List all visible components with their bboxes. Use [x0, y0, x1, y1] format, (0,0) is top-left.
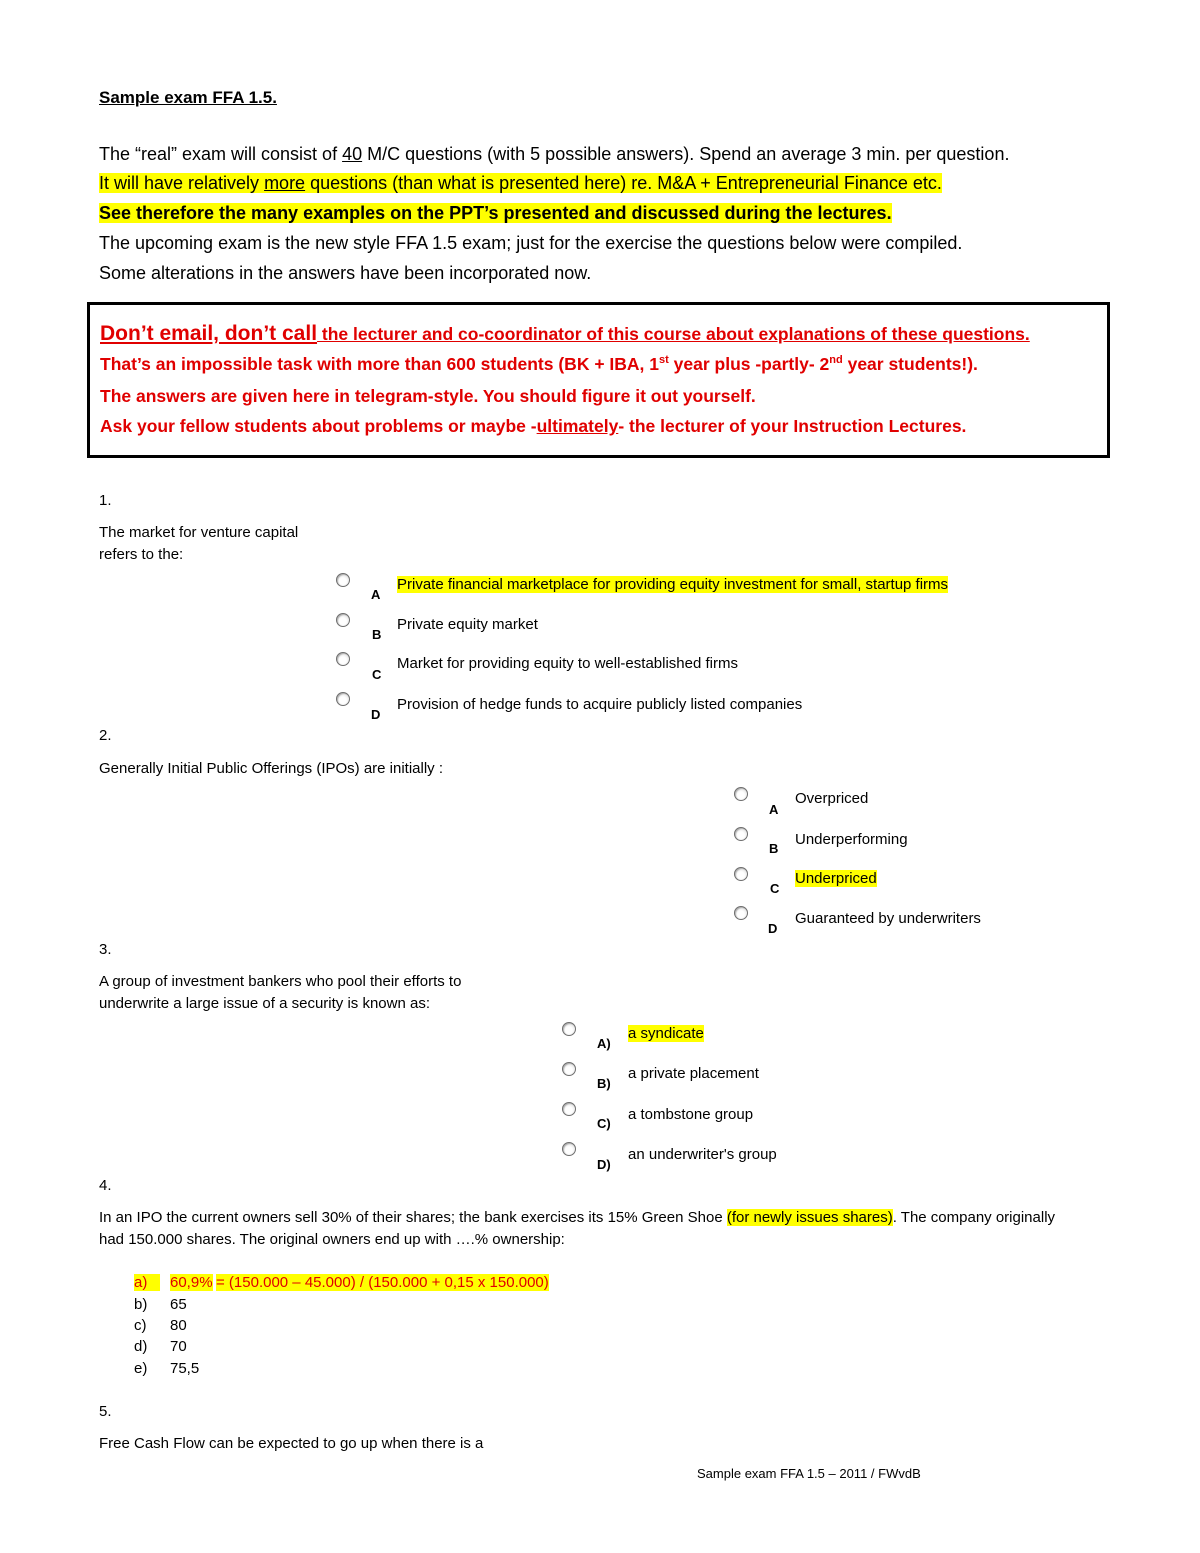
notice-line-4-a: Ask your fellow students about problems or maybe -: [100, 416, 537, 436]
notice-line-3: The answers are given here in telegram-style. You should figure it out yourself.: [100, 386, 756, 406]
q2-option-b-radio[interactable]: [734, 827, 748, 841]
q4-text-line-1-a: In an IPO the current owners sell 30% of their shares; the bank exercises its 15% Green Shoe: [99, 1209, 727, 1226]
q2-option-c-text: Underpriced: [795, 870, 877, 887]
q1-option-c-text: Market for providing equity to well-established firms: [397, 655, 738, 672]
q3-option-a-letter: A): [597, 1036, 611, 1051]
q4-option-a: [134, 1274, 160, 1291]
intro-line-2: [99, 168, 942, 198]
q5-text: Free Cash Flow can be expected to go up when there is a: [99, 1435, 484, 1452]
q3-text-line-1: A group of investment bankers who pool their efforts to: [99, 973, 462, 990]
q4-text-line-2: had 150.000 shares. The original owners end up with ….% ownership:: [99, 1231, 565, 1248]
q4-option-b-letter: b): [134, 1296, 148, 1313]
intro-line-5: Some alterations in the answers have been incorporated now.: [99, 263, 592, 283]
notice-line-2-b: year plus -partly- 2: [668, 354, 830, 374]
notice-sup-nd: nd: [829, 354, 843, 367]
q2-option-a-text: Overpriced: [795, 790, 869, 807]
q4-text-line-1-b: . The company originally: [892, 1209, 1056, 1226]
q1-number: 1.: [99, 492, 112, 509]
q1-option-d-letter: D: [371, 707, 381, 722]
q3-number: 3.: [99, 941, 112, 958]
q1-option-b-letter: B: [372, 627, 382, 642]
q1-option-a-letter: A: [371, 587, 381, 602]
q3-option-d-text: an underwriter's group: [628, 1146, 777, 1163]
q1-option-a-radio[interactable]: [336, 573, 350, 587]
q4-option-d-letter: d): [134, 1338, 148, 1355]
q4-option-c-letter: c): [134, 1317, 147, 1334]
q2-option-c-letter: C: [770, 881, 780, 896]
q1-option-a-text: Private financial marketplace for providing equity investment for small, startup firms: [397, 576, 949, 593]
q3-option-b-radio[interactable]: [562, 1062, 576, 1076]
q2-option-a-radio[interactable]: [734, 787, 748, 801]
q1-option-d-text: Provision of hedge funds to acquire publicly listed companies: [397, 696, 803, 713]
q3-option-d-letter: D): [597, 1157, 611, 1172]
question-count: 40: [342, 144, 363, 164]
intro-line-1: [99, 139, 1009, 169]
notice-box: [87, 302, 1110, 458]
q4-option-c-value: 80: [170, 1317, 187, 1334]
q3-option-a-radio[interactable]: [562, 1022, 576, 1036]
q3-option-d-radio[interactable]: [562, 1142, 576, 1156]
q1-text-line-2: refers to the:: [99, 546, 184, 563]
q2-option-b-letter: B: [769, 841, 779, 856]
page-title: Sample exam FFA 1.5.: [99, 88, 277, 107]
intro-line-2-b: questions (than what is presented here) re. M&A + Entrepreneurial Finance etc.: [305, 173, 942, 193]
q4-option-a-note: = (150.000 – 45.000) / (150.000 + 0,15 x 150.000): [216, 1274, 549, 1291]
q1-option-d-radio[interactable]: [336, 692, 350, 706]
q4-text-line-1: [99, 1209, 1055, 1226]
notice-line-4-b: - the lecturer of your Instruction Lectures.: [618, 416, 967, 436]
q2-text: Generally Initial Public Offerings (IPOs) are initially :: [99, 760, 444, 777]
notice-line-2: [100, 354, 978, 375]
intro-line-1-a: The “real” exam will consist of: [99, 144, 343, 164]
q3-option-c-letter: C): [597, 1116, 611, 1131]
q1-option-c-radio[interactable]: [336, 652, 350, 666]
notice-ultimately: ultimately: [536, 416, 619, 436]
q3-option-c-radio[interactable]: [562, 1102, 576, 1116]
intro-line-2-a: It will have relatively: [99, 173, 265, 193]
q3-option-a-text: a syndicate: [628, 1025, 704, 1042]
q2-option-d-radio[interactable]: [734, 906, 748, 920]
intro-more: more: [264, 173, 306, 193]
intro-line-3-text: See therefore the many examples on the PPT’s presented and discussed during the lectures.: [99, 203, 892, 223]
q2-number: 2.: [99, 727, 112, 744]
q4-option-b-value: 65: [170, 1296, 187, 1313]
q2-option-d-text: Guaranteed by underwriters: [795, 910, 981, 927]
intro-line-4: The upcoming exam is the new style FFA 1.5 exam; just for the exercise the questions below were compiled.: [99, 233, 963, 253]
intro-line-1-b: M/C questions (with 5 possible answers). Spend an average 3 min. per question.: [362, 144, 1010, 164]
page-footer: Sample exam FFA 1.5 – 2011 / FWvdB: [697, 1466, 921, 1481]
notice-dont-email: Don’t email, don’t call: [100, 322, 318, 345]
q1-text-line-1: The market for venture capital: [99, 524, 299, 541]
q1-option-b-radio[interactable]: [336, 613, 350, 627]
notice-line-2-a: That’s an impossible task with more than 600 students (BK + IBA, 1: [100, 354, 659, 374]
q3-option-c-text: a tombstone group: [628, 1106, 754, 1123]
q4-option-e-letter: e): [134, 1360, 148, 1377]
q2-option-c-radio[interactable]: [734, 867, 748, 881]
notice-line-2-c: year students!).: [842, 354, 978, 374]
notice-line-1-rest: the lecturer and co-coordinator of this course about explanations of these questions.: [317, 324, 1030, 344]
q2-option-d-letter: D: [768, 921, 778, 936]
q4-option-a-letter: a): [134, 1274, 160, 1291]
q1-option-b-text: Private equity market: [397, 616, 538, 633]
q4-option-d-value: 70: [170, 1338, 187, 1355]
q3-text-line-2: underwrite a large issue of a security is known as:: [99, 995, 430, 1012]
q3-option-b-text: a private placement: [628, 1065, 759, 1082]
notice-sup-st: st: [659, 354, 669, 367]
q2-option-a-letter: A: [769, 802, 779, 817]
q4-number: 4.: [99, 1177, 112, 1194]
notice-line-1: [100, 322, 1030, 346]
notice-line-4: [100, 416, 966, 437]
intro-line-3: [99, 198, 892, 228]
q4-option-e-value: 75,5: [170, 1360, 200, 1377]
q5-number: 5.: [99, 1403, 112, 1420]
q4-text-highlight: (for newly issues shares): [726, 1209, 893, 1226]
q4-option-a-value: 60,9%: [170, 1274, 213, 1291]
q1-option-c-letter: C: [372, 667, 382, 682]
q2-option-b-text: Underperforming: [795, 831, 908, 848]
q3-option-b-letter: B): [597, 1076, 611, 1091]
